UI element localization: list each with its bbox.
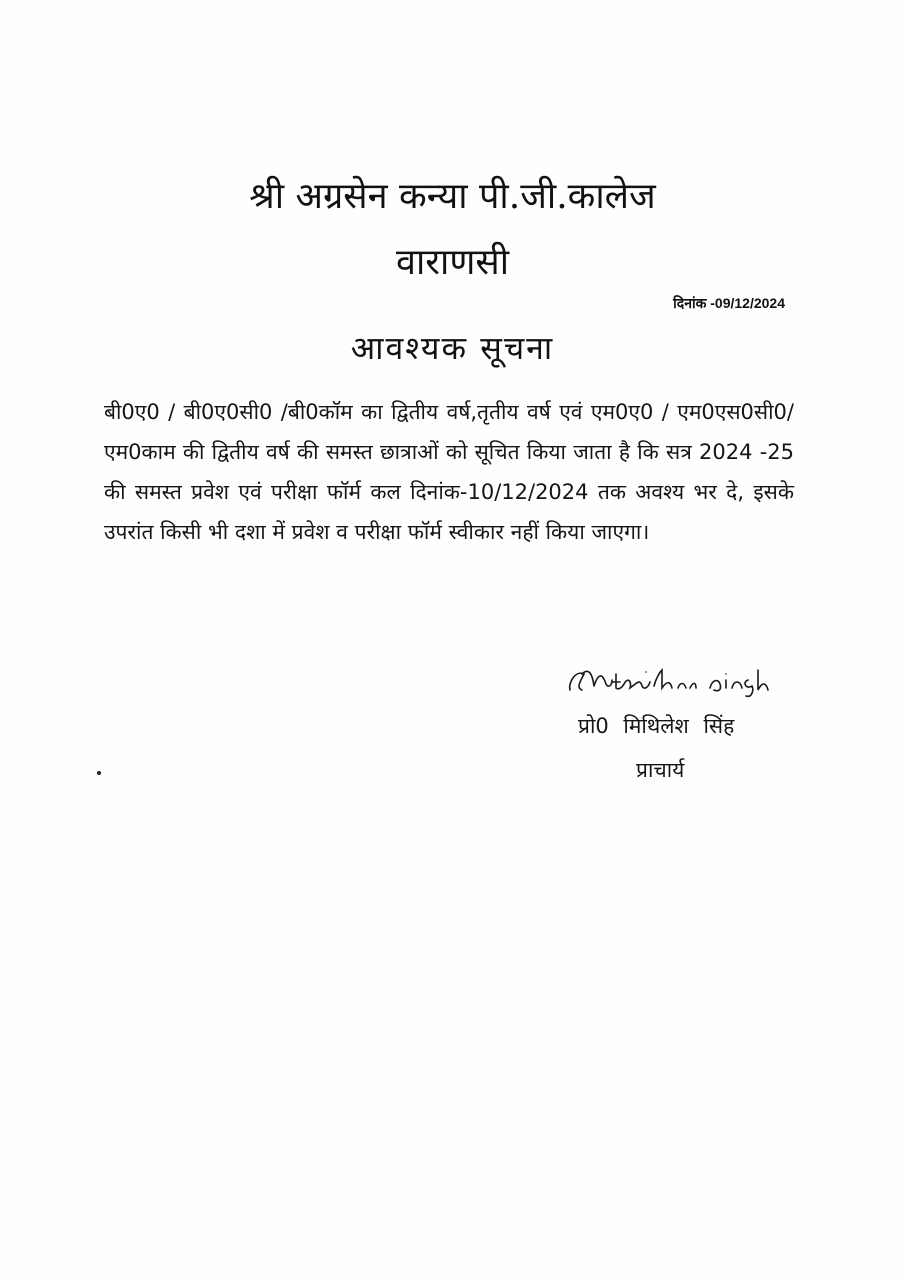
stray-dot	[97, 771, 101, 775]
handwritten-signature	[562, 660, 782, 700]
notice-body: बी0ए0 / बी0ए0सी0 /बी0कॉम का द्वितीय वर्ष,तृतीय वर्ष एवं एम0ए0 / एम0एस0सी0/ एम0काम की द्वितीय वर्ष की समस्त छात्राओं को सूचित किया जाता है कि सत्र 2024 -25 की समस्त प्रवेश एवं परीक्षा फॉर्म कल दिनांक-10/12/2024 तक अवश्य भर दे, इसके उपरांत किसी भी दशा में प्रवेश व परीक्षा फॉर्म स्वीकार नहीं किया जाएगा।	[104, 400, 794, 544]
signatory-name: प्रो0 मिथिलेश सिंह	[578, 714, 735, 738]
signatory-designation: प्राचार्य	[636, 758, 685, 782]
college-city: वाराणसी	[395, 242, 510, 283]
college-name: श्री अग्रसेन कन्या पी.जी.कालेज	[249, 176, 656, 217]
notice-date: दिनांक -09/12/2024	[673, 295, 785, 311]
notice-title: आवश्यक सूचना	[350, 329, 555, 367]
